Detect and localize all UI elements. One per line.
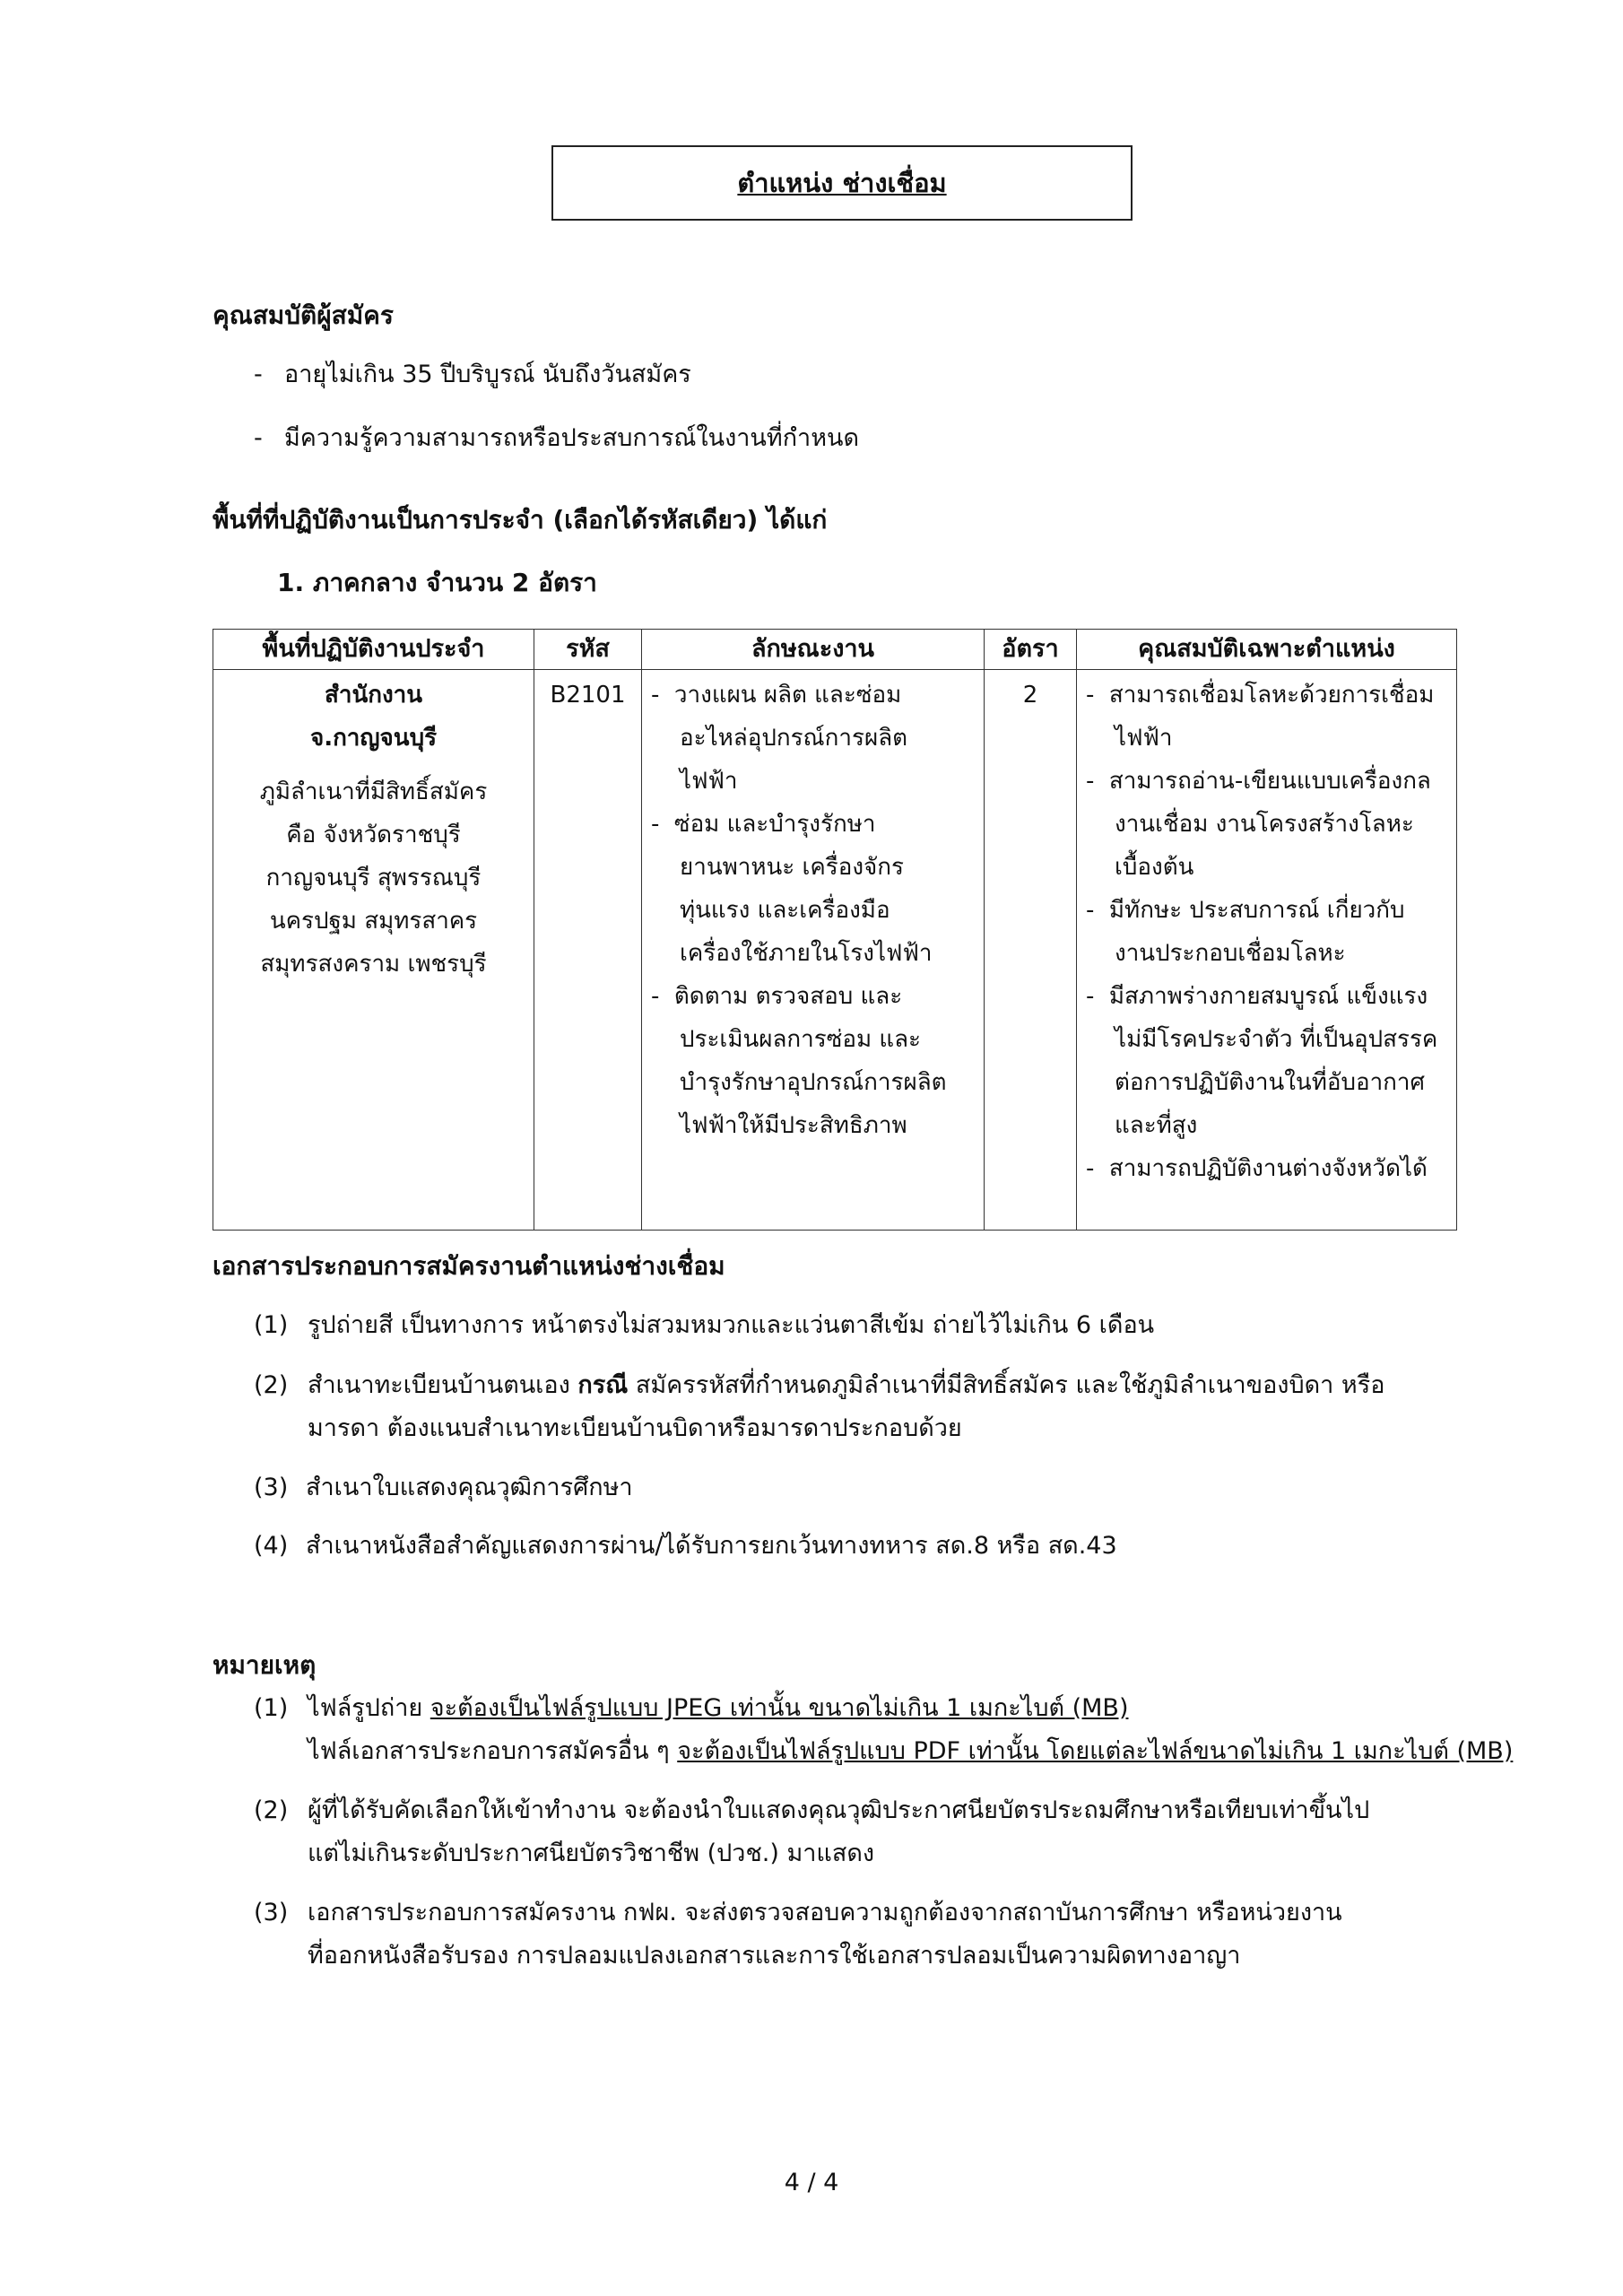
spec-item: - มีสภาพร่างกายสมบูรณ์ แข็งแรง (1086, 983, 1428, 1010)
domicile-line: กาญจนบุรี สุพรรณบุรี (265, 865, 482, 891)
document-item: (2) สำเนาทะเบียนบ้านตนเอง กรณี สมัครรหัสที่กำหนดภูมิลำเนาที่มีสิทธิ์สมัคร และใช้ภูมิลำเนาของบิดา หรือ (254, 1371, 1385, 1399)
position-code: B2101 (550, 682, 626, 709)
document-item: (1) รูปถ่ายสี เป็นทางการ หน้าตรงไม่สวมหมวกและแว่นตาสีเข้ม ถ่ายไว้ไม่เกิน 6 เดือน (254, 1311, 1155, 1339)
duty-item: - วางแผน ผลิต และซ่อม (651, 682, 902, 709)
area-heading: พื้นที่ที่ปฏิบัติงานเป็นการประจำ (เลือกได้รหัสเดียว) ได้แก่ (213, 505, 828, 535)
note-item: (3) เอกสารประกอบการสมัครงาน กฟผ. จะส่งตรวจสอบความถูกต้องจากสถาบันการศึกษา หรือหน่วยงาน (254, 1899, 1342, 1926)
title-box (551, 145, 1133, 221)
note-item-continued: ที่ออกหนังสือรับรอง การปลอมแปลงเอกสารและการใช้เอกสารปลอมเป็นความผิดทางอาญา (308, 1942, 1241, 1970)
note-item: (2) ผู้ที่ได้รับคัดเลือกให้เข้าทำงาน จะต้องนำใบแสดงคุณวุฒิประกาศนียบัตรประถมศึกษาหรือเทียบเท่าขึ้นไป (254, 1796, 1370, 1824)
qualifications-heading: คุณสมบัติผู้สมัคร (213, 300, 394, 330)
rate-cell (985, 670, 1077, 1231)
document-item: (4) สำเนาหนังสือสำคัญแสดงการผ่าน/ได้รับการยกเว้นทางทหาร สด.8 หรือ สด.43 (254, 1532, 1117, 1560)
domicile-line: ภูมิลำเนาที่มีสิทธิ์สมัคร (259, 778, 488, 805)
header-area: พื้นที่ปฏิบัติงานประจำ (213, 630, 534, 670)
domicile-line: สมุทรสงคราม เพชรบุรี (260, 951, 487, 978)
office-title: สำนักงาน (324, 682, 423, 709)
header-rate: อัตรา (985, 630, 1077, 670)
note-item-continued: แต่ไม่เกินระดับประกาศนียบัตรวิชาชีพ (ปวช.) มาแสดง (308, 1839, 875, 1867)
table-header-row (213, 630, 1457, 670)
duties-cell: - วางแผน ผลิต และซ่อม อะไหล่อุปกรณ์การผลิต ไฟฟ้า - ซ่อม และบำรุงรักษา ยานพาหนะ เครื่องจักร ทุ่นแรง และเครื่องมือ เครื่องใช้ภายในโรงไฟฟ้า - ติดตาม ตรวจสอบ และ ประเมินผลการซ่อม และ บำรุงรักษาอุปกรณ์การผลิต ไฟฟ้าให้มีประสิทธิภาพ (642, 670, 985, 1231)
region-line: 1. ภาคกลาง จำนวน 2 อัตรา (277, 568, 597, 597)
note-item-continued: ไฟล์เอกสารประกอบการสมัครอื่น ๆ จะต้องเป็นไฟล์รูปแบบ PDF เท่านั้น โดยแต่ละไฟล์ขนาดไม่เกิน 1 เมกะไบต์ (MB) (308, 1737, 1514, 1765)
document-item-continued: มารดา ต้องแนบสำเนาทะเบียนบ้านบิดาหรือมารดาประกอบด้วย (308, 1414, 962, 1442)
position-rate: 2 (1022, 682, 1038, 709)
spec-item: - สามารถเชื่อมโลหะด้วยการเชื่อม (1086, 682, 1435, 709)
qualification-item: - มีความรู้ความสามารถหรือประสบการณ์ในงานที่กำหนด (254, 424, 859, 452)
area-cell (213, 670, 534, 1231)
domicile-line: นครปฐม สมุทรสาคร (269, 908, 478, 935)
code-cell (534, 670, 642, 1231)
documents-heading: เอกสารประกอบการสมัครงานตำแหน่งช่างเชื่อม (213, 1251, 725, 1281)
domicile-line: คือ จังหวัดราชบุรี (286, 822, 461, 848)
duty-item: - ติดตาม ตรวจสอบ และ (651, 983, 903, 1010)
table-row (213, 670, 1457, 1231)
spec-item: - มีทักษะ ประสบการณ์ เกี่ยวกับ (1086, 897, 1405, 924)
header-duties: ลักษณะงาน (642, 630, 985, 670)
page-title: ตำแหน่ง ช่างเชื่อม (737, 167, 947, 198)
header-specs: คุณสมบัติเฉพาะตำแหน่ง (1077, 630, 1457, 670)
duty-item: - ซ่อม และบำรุงรักษา (651, 811, 876, 838)
office-province: จ.กาญจนบุรี (309, 725, 438, 752)
qualification-item: - อายุไม่เกิน 35 ปีบริบูรณ์ นับถึงวันสมัคร (254, 361, 691, 388)
spec-item: - สามารถปฏิบัติงานต่างจังหวัดได้ (1086, 1155, 1428, 1182)
position-table (213, 629, 1457, 1231)
document-item: (3) สำเนาใบแสดงคุณวุฒิการศึกษา (254, 1474, 633, 1501)
page-number: 4 / 4 (784, 2169, 839, 2196)
specs-cell: - สามารถเชื่อมโลหะด้วยการเชื่อม ไฟฟ้า - สามารถอ่าน-เขียนแบบเครื่องกล งานเชื่อม งานโครงสร้างโลหะ เบื้องต้น - มีทักษะ ประสบการณ์ เกี่ยวกับ งานประกอบเชื่อมโลหะ - มีสภาพร่างกายสมบูรณ์ แข็งแรง ไม่มีโรคประจำตัว ที่เป็นอุปสรรค ต่อการปฏิบัติงานในที่อับอากาศ และที่สูง - สามารถปฏิบัติงานต่างจังหวัดได้ (1077, 670, 1457, 1231)
spec-item: - สามารถอ่าน-เขียนแบบเครื่องกล (1086, 768, 1431, 795)
note-item: (1) ไฟล์รูปถ่าย จะต้องเป็นไฟล์รูปแบบ JPEG เท่านั้น ขนาดไม่เกิน 1 เมกะไบต์ (MB) (254, 1694, 1129, 1722)
notes-heading: หมายเหตุ (213, 1650, 317, 1680)
header-code: รหัส (534, 630, 642, 670)
